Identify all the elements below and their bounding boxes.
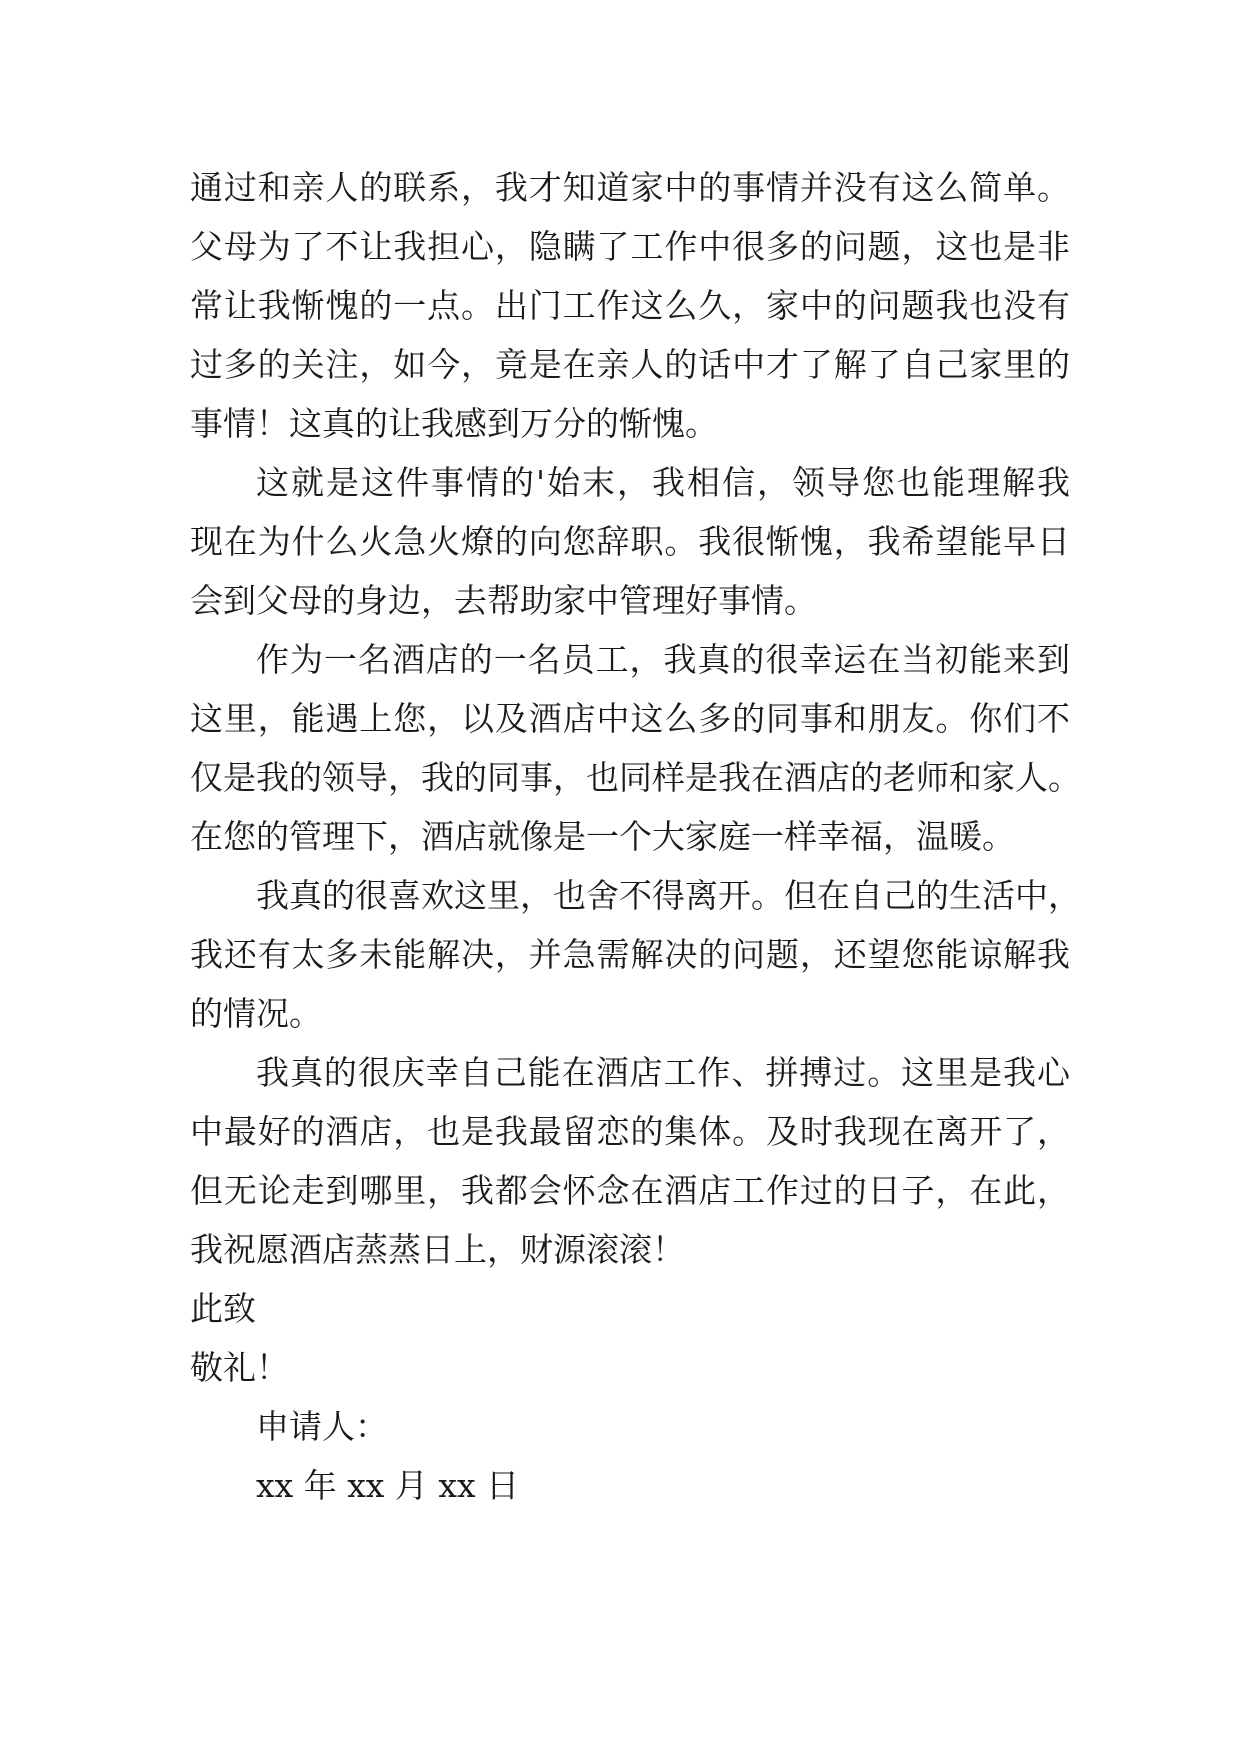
closing-regards: 敬礼！ — [190, 1348, 289, 1387]
paragraph-1 — [190, 158, 1070, 453]
text-line: 通过和亲人的联系，我才知道家中的事情并没有这么简单。 — [190, 168, 1070, 207]
text-line: 我真的很庆幸自己能在酒店工作、拼搏过。这里是我心 — [256, 1053, 1070, 1092]
paragraph-4 — [190, 866, 1081, 1043]
text-line: 会到父母的身边，去帮助家中管理好事情。 — [190, 581, 817, 620]
text-line: 过多的关注，如今，竟是在亲人的话中才了解了自己家里的 — [190, 345, 1070, 384]
text-line: 这就是这件事情的'始末，我相信，领导您也能理解我 — [256, 463, 1070, 502]
paragraph-3 — [190, 630, 1081, 866]
date-line: xx 年 xx 月 xx 日 — [256, 1466, 520, 1505]
closing-salutation: 此致 — [190, 1289, 256, 1328]
text-line: 我祝愿酒店蒸蒸日上，财源滚滚！ — [190, 1230, 685, 1269]
text-line: 现在为什么火急火燎的向您辞职。我很惭愧，我希望能早日 — [190, 522, 1070, 561]
text-line: 在您的管理下，酒店就像是一个大家庭一样幸福，温暖。 — [190, 817, 1015, 856]
text-line: 这里，能遇上您，以及酒店中这么多的同事和朋友。你们不 — [190, 699, 1070, 738]
letter-body — [190, 158, 1081, 1515]
text-line: 父母为了不让我担心，隐瞒了工作中很多的问题，这也是非 — [190, 227, 1070, 266]
text-line: 事情！这真的让我感到万分的惭愧。 — [190, 404, 718, 443]
paragraph-5 — [190, 1043, 1070, 1279]
text-line: 但无论走到哪里，我都会怀念在酒店工作过的日子，在此， — [190, 1171, 1070, 1210]
text-line: 作为一名酒店的一名员工，我真的很幸运在当初能来到 — [256, 640, 1070, 679]
text-line: 中最好的酒店，也是我最留恋的集体。及时我现在离开了， — [190, 1112, 1070, 1151]
text-line: 我真的很喜欢这里，也舍不得离开。但在自己的生活中， — [256, 876, 1081, 915]
text-line: 常让我惭愧的一点。出门工作这么久，家中的问题我也没有 — [190, 286, 1070, 325]
paragraph-2 — [190, 453, 1070, 630]
text-line: 仅是我的领导，我的同事，也同样是我在酒店的老师和家人。 — [190, 758, 1081, 797]
applicant-label: 申请人： — [256, 1407, 388, 1446]
text-line: 的情况。 — [190, 994, 322, 1033]
text-line: 我还有太多未能解决，并急需解决的问题，还望您能谅解我 — [190, 935, 1070, 974]
